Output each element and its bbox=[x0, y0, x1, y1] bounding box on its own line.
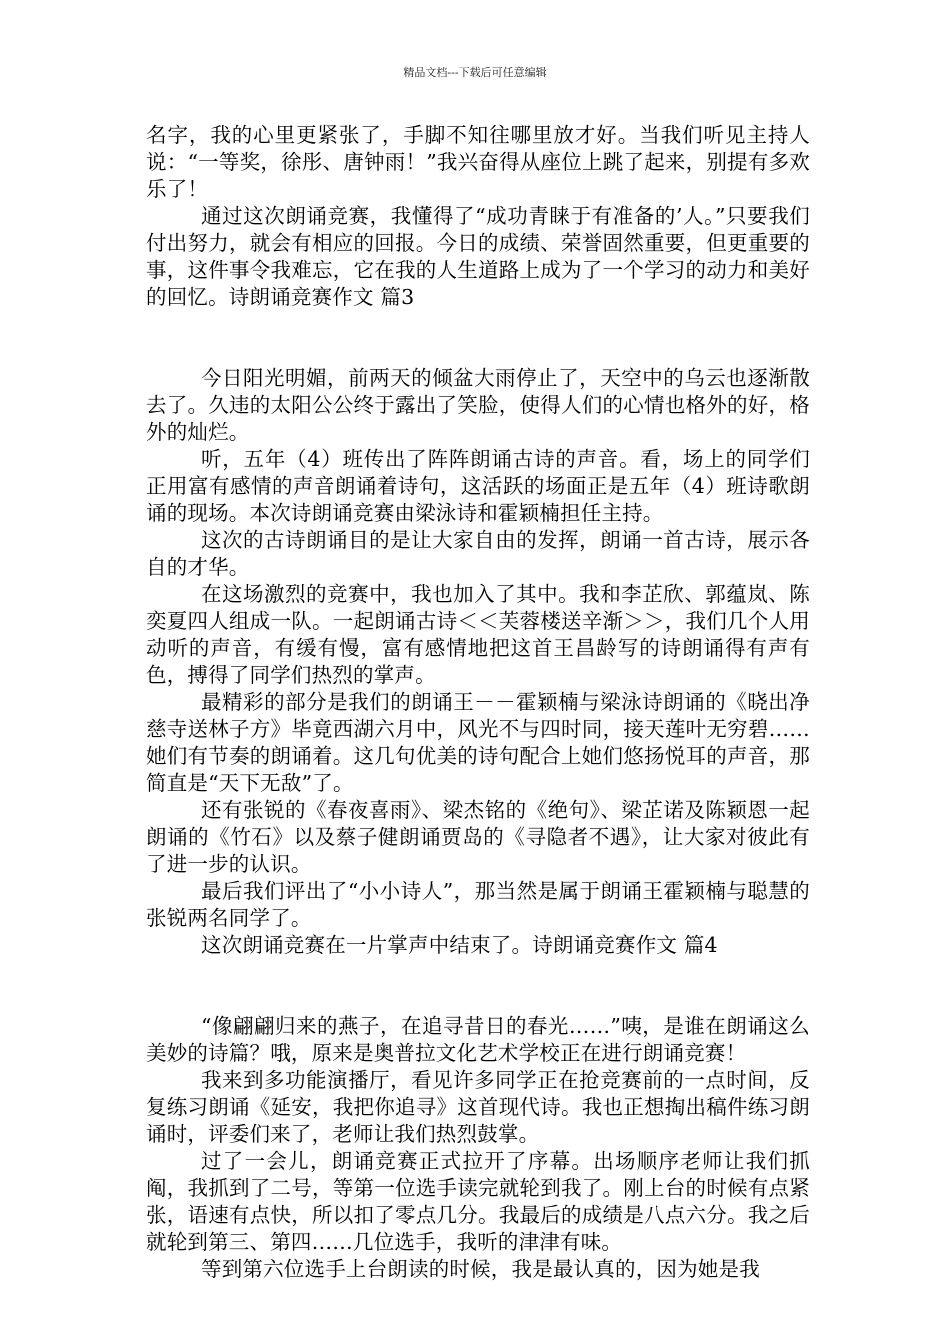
paragraph-13: 过了一会儿，朗诵竞赛正式拉开了序幕。出场顺序老师让我们抓阄，我抓到了二号，等第一位选手读完就轮到我了。刚上台的时候有点紧张，语速有点快，所以扣了零点几分。我最后的成绩是八点六分。我之后就轮到第三、第四……几位选手，我听的津津有味。 bbox=[146, 1149, 810, 1254]
page-header: 精品文档---下载后可任意编辑 bbox=[403, 66, 547, 79]
document-body bbox=[146, 122, 810, 1283]
section-gap bbox=[146, 311, 810, 365]
paragraph-12: 我来到多功能演播厅，看见许多同学正在抢竞赛前的一点时间，反复练习朗诵《延安，我把你追寻》这首现代诗。我也正想掏出稿件练习朗诵时，评委们来了，老师让我们热烈鼓掌。 bbox=[146, 1068, 810, 1146]
paragraph-6: 在这场激烈的竞赛中，我也加入了其中。我和李芷欣、郭蕴岚、陈奕夏四人组成一队。一起朗诵古诗＜＜芙蓉楼送辛渐＞＞，我们几个人用动听的声音，有缓有慢，富有感情地把这首王昌龄写的诗朗诵得有声有色，搏得了同学们热烈的掌声。 bbox=[146, 582, 810, 687]
paragraph-3: 今日阳光明媚，前两天的倾盆大雨停止了，天空中的乌云也逐渐散去了。久违的太阳公公终于露出了笑脸，使得人们的心情也格外的好，格外的灿烂。 bbox=[146, 366, 810, 444]
paragraph-8: 还有张锐的《春夜喜雨》、梁杰铭的《绝句》、梁芷诺及陈颖恩一起朗诵的《竹石》以及蔡子健朗诵贾岛的《寻隐者不遇》，让大家对彼此有了进一步的认识。 bbox=[146, 798, 810, 876]
section-gap bbox=[146, 959, 810, 1013]
paragraph-5: 这次的古诗朗诵目的是让大家自由的发挥，朗诵一首古诗，展示各自的才华。 bbox=[146, 528, 810, 579]
paragraph-14: 等到第六位选手上台朗读的时候，我是最认真的，因为她是我 bbox=[201, 1257, 760, 1281]
paragraph-9: 最后我们评出了“小小诗人”，那当然是属于朗诵王霍颖楠与聪慧的张锐两名同学了。 bbox=[146, 879, 810, 930]
paragraph-11: “像翩翩归来的燕子，在追寻昔日的春光……”咦，是谁在朗诵这么美妙的诗篇？哦，原来是奥普拉文化艺术学校正在进行朗诵竞赛！ bbox=[146, 1014, 810, 1065]
paragraph-4: 听，五年（4）班传出了阵阵朗诵古诗的声音。看，场上的同学们正用富有感情的声音朗诵着诗句，这活跃的场面正是五年（4）班诗歌朗诵的现场。本次诗朗诵竞赛由梁泳诗和霍颖楠担任主持。 bbox=[146, 447, 810, 525]
paragraph-7: 最精彩的部分是我们的朗诵王－－霍颖楠与梁泳诗朗诵的《晓出净慈寺送林子方》毕竟西湖六月中，风光不与四时同，接天莲叶无穷碧……她们有节奏的朗诵着。这几句优美的诗句配合上她们悠扬悦耳的声音，那简直是“天下无敌”了。 bbox=[146, 690, 810, 795]
paragraph-2: 通过这次朗诵竞赛，我懂得了“成功青睐于有准备的’人。”只要我们付出努力，就会有相应的回报。今日的成绩、荣誉固然重要，但更重要的事，这件事令我难忘，它在我的人生道路上成为了一个学习的动力和美好的回忆。诗朗诵竞赛作文 篇3 bbox=[146, 204, 810, 309]
paragraph-1: 名字，我的心里更紧张了，手脚不知往哪里放才好。当我们听见主持人说：“一等奖，徐彤、唐钟雨！”我兴奋得从座位上跳了起来，别提有多欢乐了！ bbox=[146, 123, 810, 201]
paragraph-10: 这次朗诵竞赛在一片掌声中结束了。诗朗诵竞赛作文 篇4 bbox=[201, 933, 718, 957]
